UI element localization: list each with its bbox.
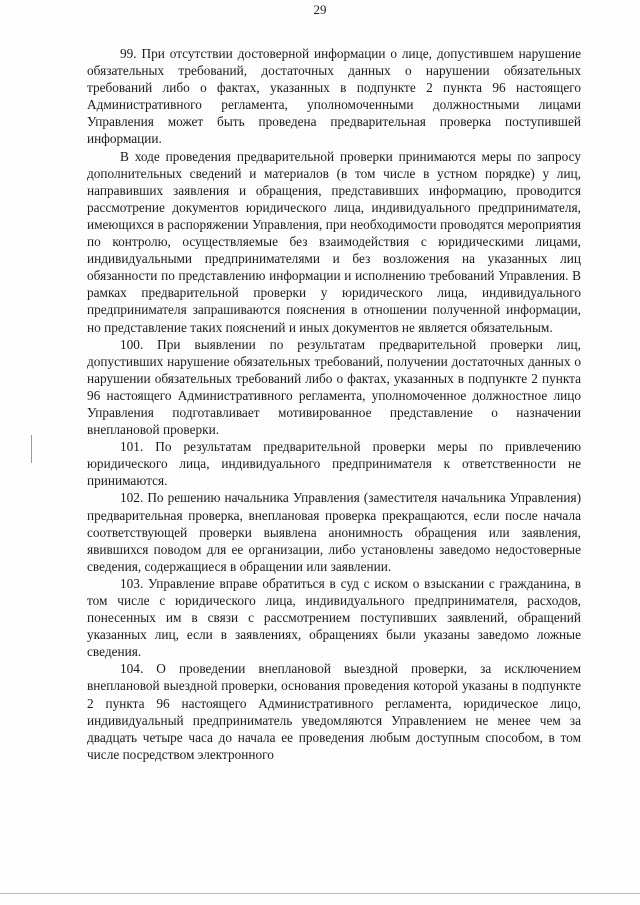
page-bottom-edge <box>0 893 640 894</box>
paragraph-103: 103. Управление вправе обратиться в суд с иском о взыскании с гражданина, в том числе с юридического лица, индивидуального предпринимателя, расходов, понесенных им в связи с рассмотрением поступивших заявлений, обращений указанных лиц, если в заявлениях, обращениях были указаны заведомо ложные сведения. <box>87 575 581 660</box>
paragraph-99: 99. При отсутствии достоверной информации о лице, допустившем нарушение обязательных требований, достаточных данных о нарушении обязательных требований либо о фактах, указанных в подпункте 2 пункта 96 настоящего Административного регламента, уполномоченными должностными лицами Управления может быть проведена предварительная проверка поступившей информации. <box>87 46 581 147</box>
page-number: 29 <box>313 2 327 17</box>
scan-artifact-line <box>31 435 32 463</box>
paragraph-102: 102. По решению начальника Управления (заместителя начальника Управления) предварительная проверка, внеплановая проверка прекращаются, если после начала соответствующей проверки выявлена анонимность обращения или заявления, явившихся поводом для ее организации, либо установлены заведомо недостоверные сведения, содержащиеся в обращении или заявлении. <box>87 490 581 574</box>
document-body <box>87 45 581 763</box>
paragraph-99-continued: В ходе проведения предварительной проверки принимаются меры по запросу дополнительных сведений и материалов (в том числе в устном порядке) у лиц, направивших заявления и обращения, представивших информацию, проводится рассмотрение документов юридического лица, индивидуального предпринимателя, имеющихся в распоряжении Управления, при необходимости проводятся мероприятия по контролю, осуществляемые без взаимодействия с юридическими лицами, индивидуальными предпринимателями и без возложения на указанных лиц обязанности по представлению информации и исполнению требований Управления. В рамках предварительной проверки у юридического лица, индивидуального предпринимателя запрашиваются пояснения в отношении полученной информации, но представление таких пояснений и иных документов не является обязательным. <box>87 148 581 335</box>
paragraph-101: 101. По результатам предварительной проверки меры по привлечению юридического лица, индивидуального предпринимателя к ответственности не принимаются. <box>87 439 581 489</box>
paragraph-104: 104. О проведении внеплановой выездной проверки, за исключением внеплановой выездной проверки, основания проведения которой указаны в подпункте 2 пункта 96 настоящего Административного регламента, юридическое лицо, индивидуальный предприниматель уведомляются Управлением не менее чем за двадцать четыре часа до начала ее проведения любым доступным способом, в том числе посредством электронного <box>87 661 581 762</box>
paragraph-100: 100. При выявлении по результатам предварительной проверки лиц, допустивших нарушение обязательных требований, получении достаточных данных о нарушении обязательных требований либо о фактах, указанных в подпункте 2 пункта 96 настоящего Административного регламента, уполномоченное должностное лицо Управления подготавливает мотивированное представление о назначении внеплановой проверки. <box>87 336 581 438</box>
